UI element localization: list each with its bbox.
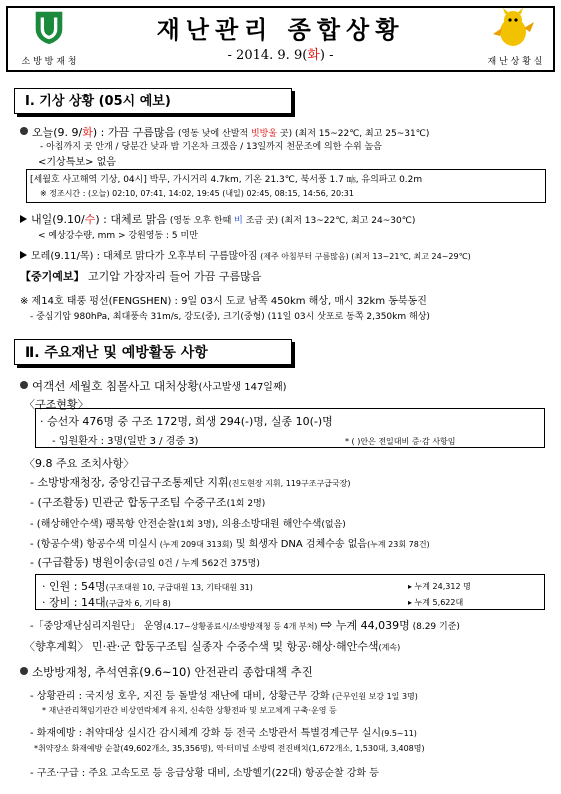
chuseok-fire: - 화재예방 : 취약대상 실시간 감시체계 강화 등 전국 소방관서 특별경계근무 실시(9.5~11) [30, 728, 417, 739]
personnel: · 인원 : 54명(구조대원 10, 구급대원 13, 기타대원 31) [42, 580, 253, 593]
arrow-right-icon: ⇨ [320, 617, 333, 633]
rain-forecast: < 예상강수량, mm > 강원영동 : 5 미만 [38, 231, 198, 241]
equipment: · 장비 : 14대(구급차 6, 기타 8) [42, 596, 171, 609]
personnel-cumulative: ▸ 누계 24,312 명 [408, 582, 471, 591]
section2-title: Ⅱ. 주요재난 및 예방활동 사항 [14, 339, 292, 365]
rescue-footnote: * ( )안은 전일대비 증·감 사항임 [345, 437, 456, 446]
equipment-cumulative: ▸ 누계 5,622대 [408, 598, 464, 607]
future-plan: 〈향후계획〉 민·관·군 합동구조팀 실종자 수중수색 및 항공·해상·해안수색(계속) [24, 640, 401, 653]
triangle-bullet-icon [20, 251, 27, 259]
bullet-icon [20, 127, 28, 135]
chuseok-situation-note: * 재난관리책임기관간 비상연락체계 유지, 신속한 상황전파 및 보고체계 구축·운영 등 [42, 706, 337, 715]
office-name: 재 난 상 황 실 [487, 57, 543, 67]
psych-support: -「중앙재난심리지원단」 운영(4.17~상황종료시/소방방재청 등 4개 부처) ⇨ 누계 44,039명 (8.29 기준) [30, 617, 460, 633]
inpatients: - 입원환자 : 3명(일반 3 / 경증 3) [52, 436, 199, 447]
measure-aerial: - (항공수색) 항공수색 미실시 (누계 209대 313회) 및 희생자 DNA 검체수송 없음(누계 23회 78건) [30, 539, 430, 550]
bullet-icon [20, 667, 28, 675]
chuseok-heading: 소방방재청, 추석연휴(9.6~10) 안전관리 종합대책 추진 [20, 664, 313, 680]
measure-rescue: - (구조활동) 민관군 합동구조팀 수중구조(1회 2명) [30, 496, 266, 509]
accident-weather: [세월호 사고해역 기상, 04시] 박무, 가시거리 4.7km, 기온 21.3℃, 북서풍 1.7 ㎧, 유의파고 0.2m [30, 175, 423, 185]
forecast-today-note: - 아침까지 곳 안개 / 당분간 낮과 밤 기온차 크겠음 / 13일까지 천문조에 의한 수위 높음 [40, 142, 382, 152]
forecast-dayafter: 모레(9.11/목) : 대체로 맑다가 오후부터 구름많아짐 (제주 아침부터 구름많음) (최저 13~21℃, 최고 24~29℃) [20, 247, 471, 262]
rescue-status-heading: 〈구조현황〉 [24, 398, 89, 411]
typhoon-detail: - 중심기압 980hPa, 최대풍속 31m/s, 강도(중), 크기(중형) (11일 03시 삿포로 동쪽 2,350km 해상) [30, 312, 430, 322]
chuseok-fire-note: *취약장소 화재예방 순찰(49,602개소, 35,356명), 역·터미널 소방력 전진배치(1,672개소, 1,530대, 3,408명) [34, 744, 425, 753]
measure-command: - 소방방재청장, 중앙긴급구조통제단 지휘(진도현장 지휘, 119구조구급국장) [30, 476, 351, 489]
weather-special: <기상특보> 없음 [38, 157, 116, 168]
agency-name: 소 방 방 재 청 [21, 57, 77, 67]
chuseok-rescue: - 구조·구급 : 주요 고속도로 등 응급상황 대비, 소방헬기(22대) 항공순찰 강화 등 [30, 768, 379, 779]
report-date: - 2014. 9. 9(화) - [227, 48, 334, 63]
tide-times: ※ 정조시간 : (오늘) 02:10, 07:41, 14:02, 19:45 (내일) 02:45, 08:15, 14:56, 20:31 [40, 189, 354, 198]
page-title: 재난관리 종합상황 [156, 15, 405, 44]
mid-term-forecast: 【중기예보】 고기압 가장자리 들어 가끔 구름많음 [20, 270, 262, 283]
triangle-bullet-icon [20, 215, 27, 223]
measures-heading: 〈9.8 주요 조치사항〉 [24, 457, 135, 470]
mascot-icon [490, 8, 536, 50]
bullet-icon [20, 381, 28, 389]
section1-title: Ⅰ. 기상 상황 (05시 예보) [14, 88, 292, 114]
chuseok-situation: - 상황관리 : 국지성 호우, 지진 등 돌발성 재난에 대비, 상황근무 강화 (근무인원 보강 1일 3명) [30, 691, 418, 702]
ferry-heading: 여객선 세월호 침몰사고 대처상황(사고발생 147일째) [20, 378, 287, 394]
measure-ambulance: - (구급활동) 병원이송(금일 0건 / 누계 562건 375명) [30, 556, 260, 569]
rescue-summary: · 승선자 476명 중 구조 172명, 희생 294(-)명, 실종 10(-)명 [40, 415, 333, 428]
forecast-tomorrow: 내일(9.10/수) : 대체로 맑음 (영동 오후 한때 비 조금 곳) (최저 13~22℃, 최고 24~30℃) [20, 211, 415, 227]
typhoon-info: ※ 제14호 태풍 펑선(FENGSHEN) : 9일 03시 도쿄 남쪽 450km 해상, 매시 32km 동북동진 [20, 296, 427, 307]
measure-coastal: - (해상해안수색) 팽목항 안전순찰(1회 3명), 의용소방대원 해안수색(없음) [30, 519, 346, 530]
forecast-today: 오늘(9. 9/화) : 가끔 구름많음 (영동 낮에 산발적 빗방울 곳) (최저 15~22℃, 최고 25~31℃) [20, 124, 429, 140]
